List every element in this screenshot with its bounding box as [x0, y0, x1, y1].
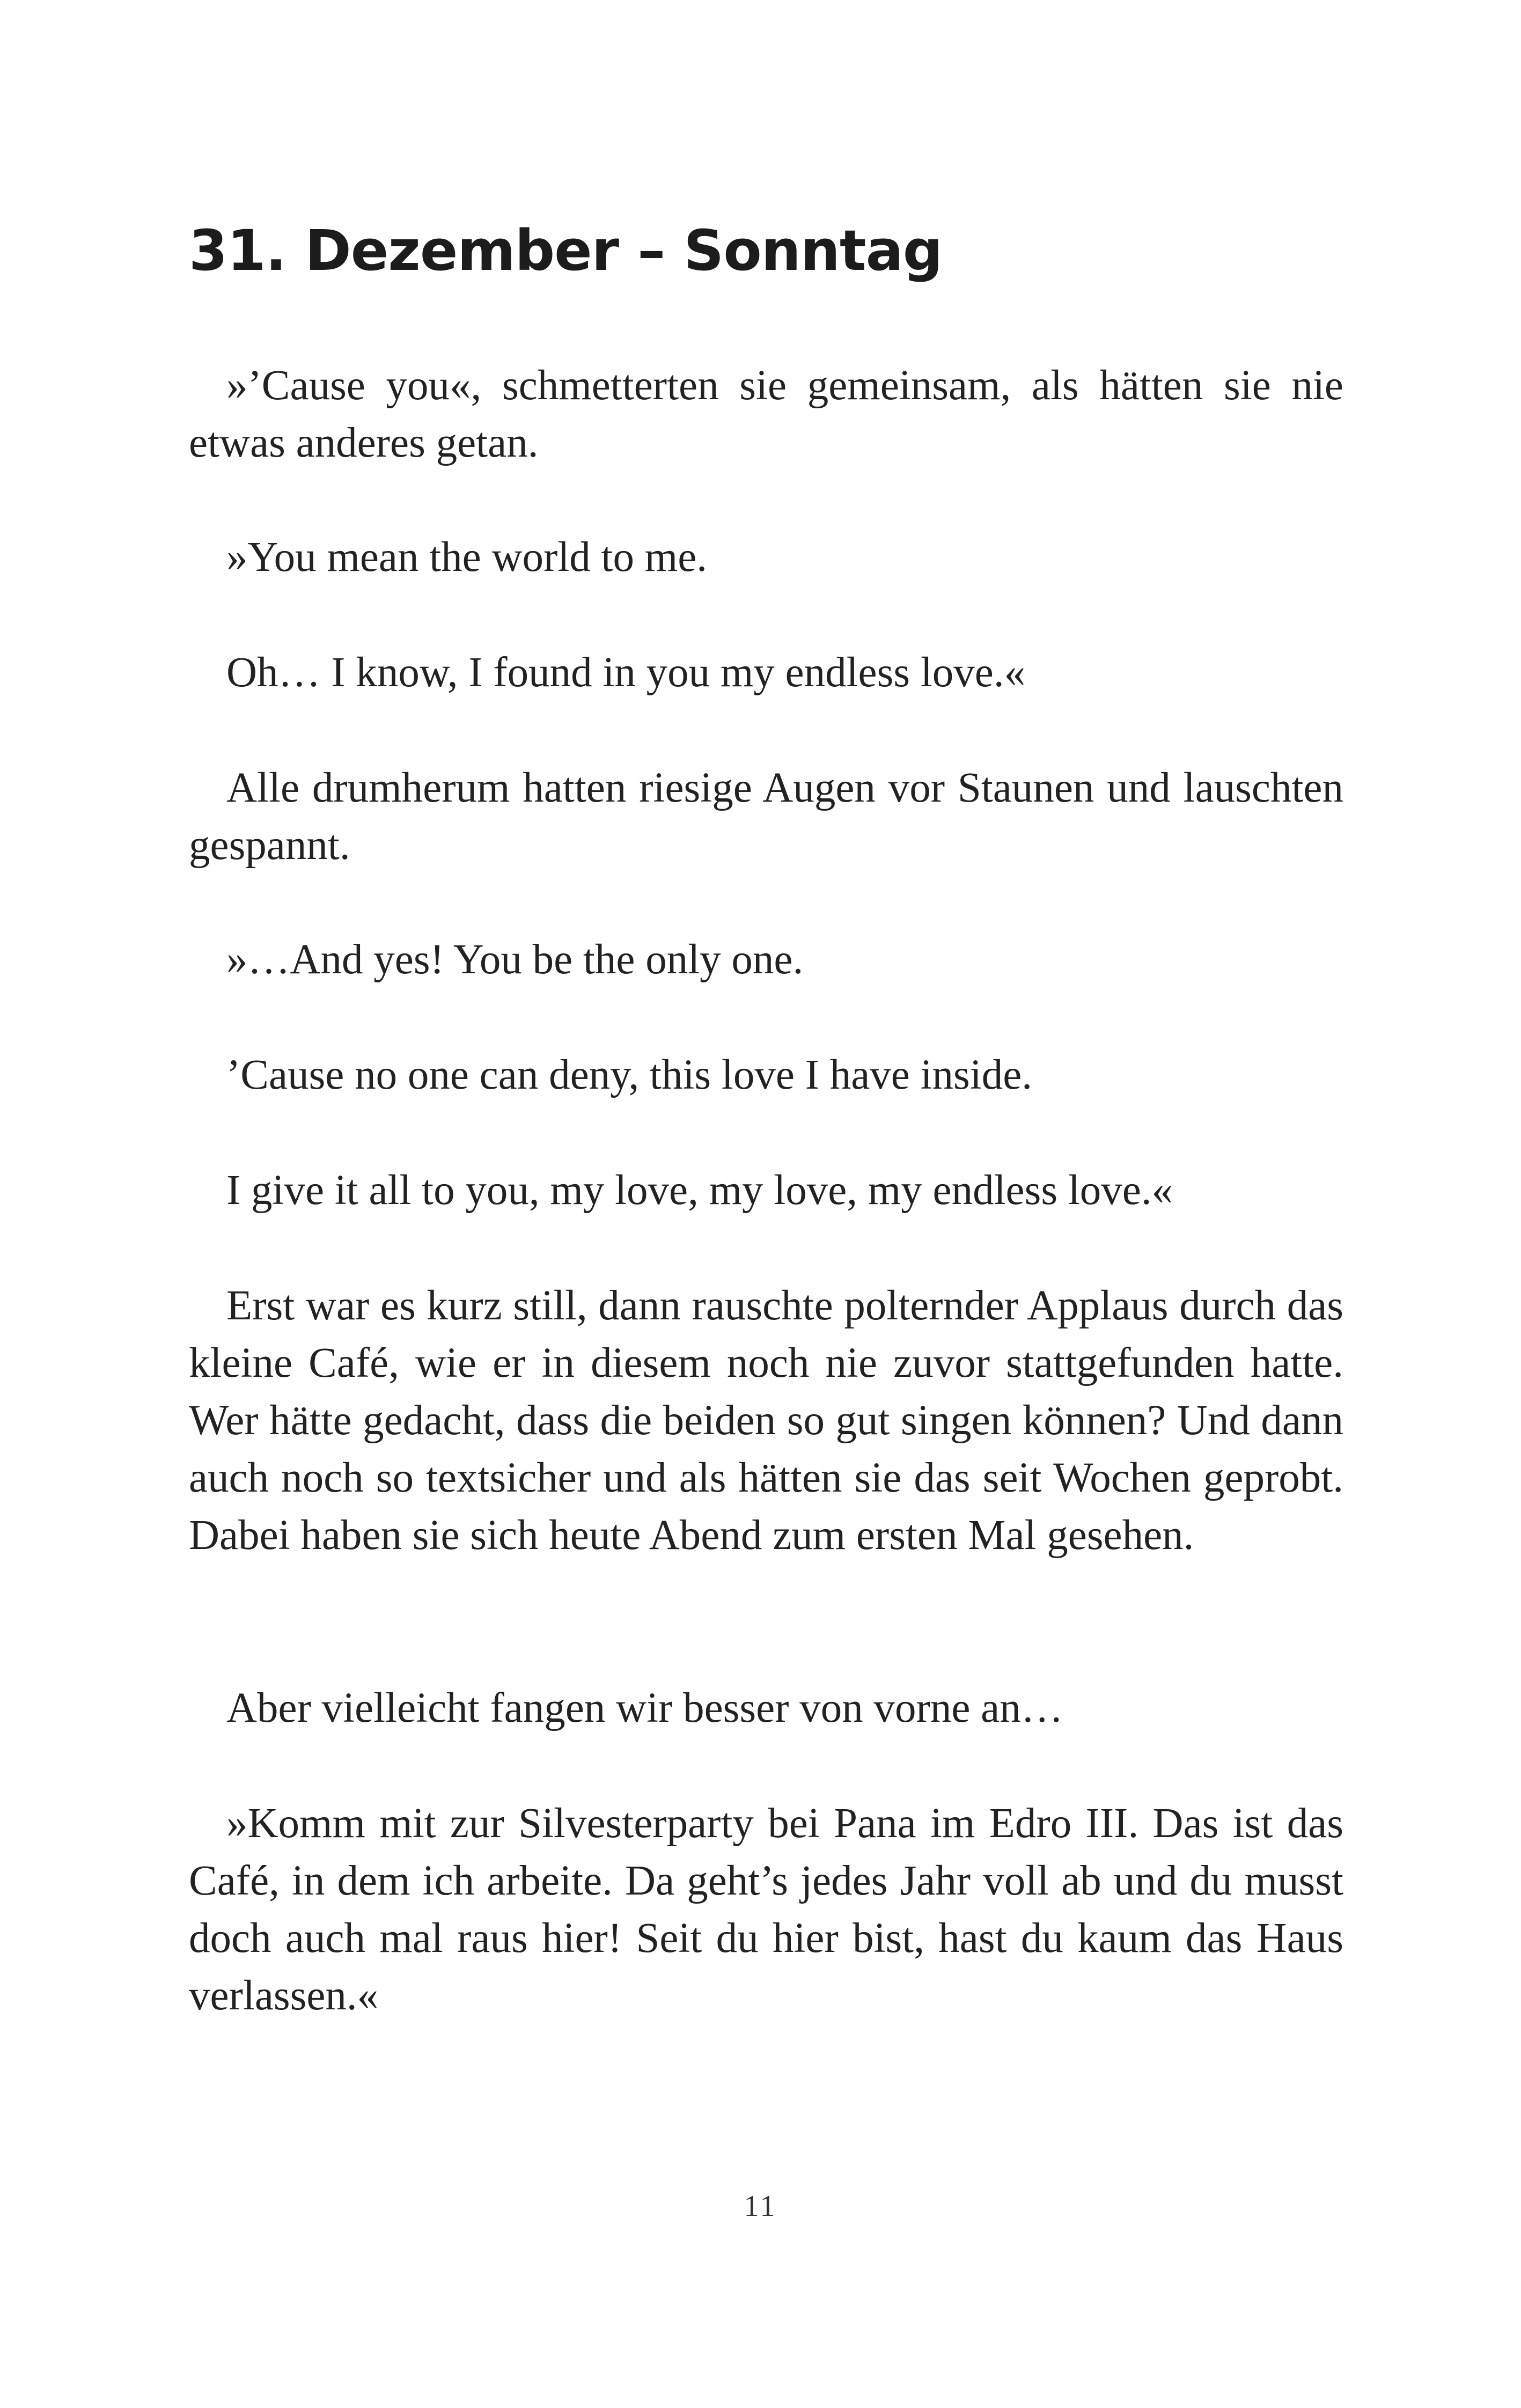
paragraph-5: »…And yes! You be the only one.: [226, 936, 804, 983]
paragraph-4: Alle drumherum hatten riesige Augen vor Staunen und lauschten gespannt.: [189, 765, 1343, 869]
paragraph-10: »Komm mit zur Silvesterparty bei Pana im Edro III. Das ist das Café, in dem ich arbeite. Da geht’s jedes Jahr voll ab und du musst doch auch mal raus hier! Seit du hier bist, hast du kaum das Haus verlassen.«: [189, 1800, 1343, 2019]
paragraph-1: »’Cause you«, schmetterten sie gemeinsam, als hätten sie nie etwas anderes getan.: [189, 362, 1343, 466]
paragraph-6: ’Cause no one can deny, this love I have inside.: [226, 1052, 1033, 1098]
paragraph-7: I give it all to you, my love, my love, my endless love.«: [226, 1167, 1173, 1214]
paragraph-3: Oh… I know, I found in you my endless love.«: [226, 649, 1026, 696]
paragraph-9: Aber vielleicht fangen wir besser von vorne an…: [226, 1685, 1063, 1731]
page-number: 11: [744, 2190, 777, 2223]
paragraph-8: Erst war es kurz still, dann rauschte polternder Applaus durch das kleine Café, wie er in diesem noch nie zuvor stattgefunden hatte. Wer hätte gedacht, dass die beiden so gut singen können? Und dann auch noch so textsicher und als hätten sie das seit Wochen geprobt. Dabei haben sie sich heute Abend zum ersten Mal gesehen.: [189, 1282, 1343, 1559]
paragraph-2: »You mean the world to me.: [226, 534, 708, 581]
chapter-title: 31. Dezember – Sonntag: [189, 218, 943, 283]
